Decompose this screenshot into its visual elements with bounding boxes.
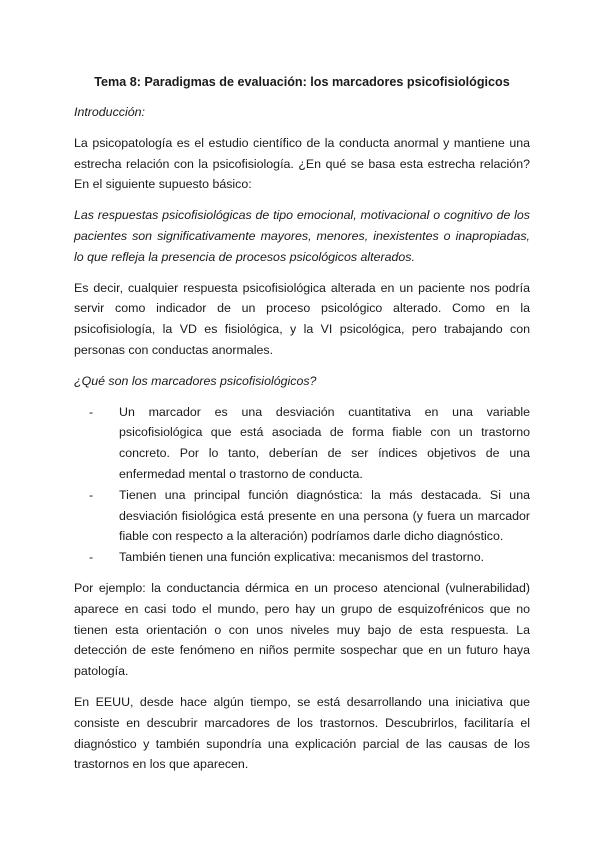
list-item bbox=[74, 547, 530, 568]
paragraph-ejemplo: Por ejemplo: la conductancia dérmica en un proceso atencional (vulnerabilidad) aparece en casi todo el mundo, pero hay un grupo de esquizofrénicos que no tienen esta orientación o con unos niveles muy bajo de esta respuesta. La detección de este fenómeno en niños permite sospechar que en un futuro haya patología. bbox=[74, 580, 530, 679]
dash-marker: - bbox=[89, 487, 94, 502]
list-item-text: También tienen una función explicativa: mecanismos del trastorno. bbox=[119, 550, 485, 565]
list-item bbox=[74, 485, 530, 547]
dash-marker: - bbox=[89, 550, 94, 565]
list-item-text: Un marcador es una desviación cuantitativa en una variable psicofisiológica que está asociada de forma fiable con un trastorno concreto. Por lo tanto, deberían de ser índices objetivos de una enfermedad mental o trastorno de conducta. bbox=[119, 404, 530, 481]
document-title: Tema 8: Paradigmas de evaluación: los marcadores psicofisiológicos bbox=[94, 75, 510, 89]
list-item bbox=[74, 402, 530, 485]
document-page bbox=[74, 72, 530, 785]
dash-marker: - bbox=[89, 404, 94, 419]
paragraph-psicopatologia: La psicopatología es el estudio científico de la conducta anormal y mantiene una estrecha relación con la psicofisiología. ¿En qué se basa esta estrecha relación? En el siguiente supuesto básico: bbox=[74, 135, 530, 192]
italic-statement: Las respuestas psicofisiológicas de tipo emocional, motivacional o cognitivo de los pacientes son significativamente mayores, menores, inexistentes o inapropiadas, lo que refleja la presencia de procesos psicológicos alterados. bbox=[74, 208, 530, 264]
paragraph-es-decir: Es decir, cualquier respuesta psicofisiológica alterada en un paciente nos podría servir como indicador de un proceso psicológico alterado. Como en la psicofisiología, la VD es fisiológica, y la VI psicológica, pero trabajando con personas con conductas anormales. bbox=[74, 280, 530, 357]
intro-heading: Introducción: bbox=[74, 105, 145, 119]
list-item-text: Tienen una principal función diagnóstica: la más destacada. Si una desviación fisiológica está presente en una persona (y fuera un marcador fiable con respecto a la alteración) podríamos darle dicho diagnóstico. bbox=[119, 487, 530, 544]
marcadores-list bbox=[74, 402, 530, 568]
question-heading: ¿Qué son los marcadores psicofisiológicos? bbox=[74, 373, 317, 388]
paragraph-eeuu: En EEUU, desde hace algún tiempo, se está desarrollando una iniciativa que consiste en descubrir marcadores de los trastornos. Descubrirlos, facilitaría el diagnóstico y también supondría una explicación parcial de las causas de los trastornos en los que aparecen. bbox=[74, 694, 530, 772]
